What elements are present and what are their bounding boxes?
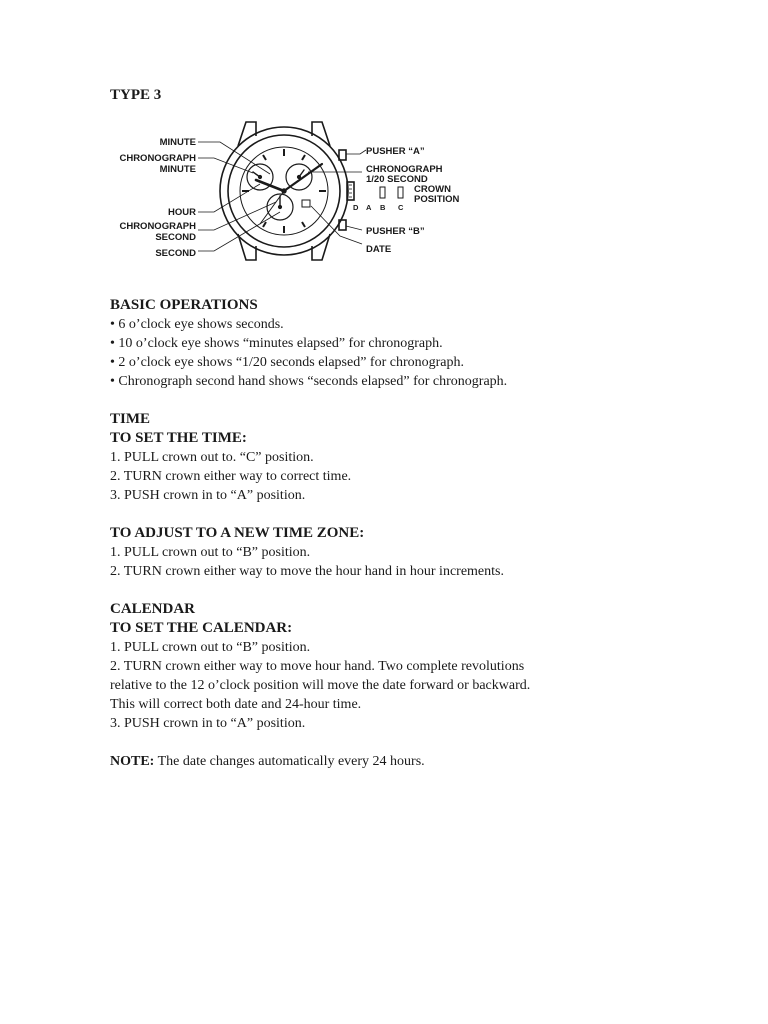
- watch-diagram: [110, 116, 470, 286]
- label-chrono-minute-2: MINUTE: [159, 164, 196, 175]
- basic-item: • 10 o’clock eye shows “minutes elapsed” for chronograph.: [110, 336, 443, 351]
- label-pos-a: A: [366, 203, 372, 212]
- label-crown-2: POSITION: [414, 194, 460, 205]
- label-pos-d: D: [353, 203, 359, 212]
- label-pos-b: B: [380, 203, 386, 212]
- note: [110, 752, 730, 771]
- label-chrono-20-1: CHRONOGRAPH: [366, 164, 443, 175]
- label-second: SECOND: [155, 248, 196, 259]
- basic-heading: BASIC OPERATIONS: [110, 297, 258, 313]
- note-text: The date changes automatically every 24 hours.: [154, 754, 425, 769]
- label-chrono-minute-1: CHRONOGRAPH: [119, 153, 196, 164]
- time-heading: TIME: [110, 411, 151, 427]
- instructions: [110, 296, 730, 771]
- time-step: 2. TURN crown either way to correct time.: [110, 469, 352, 484]
- time-subheading: TO SET THE TIME:: [110, 430, 247, 446]
- label-pusher-a: PUSHER “A”: [366, 146, 425, 157]
- page-title: TYPE 3: [110, 87, 162, 103]
- calendar-step: relative to the 12 o’clock position will move the date forward or backward.: [110, 678, 531, 693]
- calendar-heading: CALENDAR: [110, 601, 196, 617]
- zone-step: 2. TURN crown either way to move the hour hand in hour increments.: [110, 564, 504, 579]
- label-date: DATE: [366, 244, 392, 255]
- time-step: 3. PUSH crown in to “A” position.: [110, 488, 306, 503]
- manual-page: [110, 86, 730, 769]
- basic-item: • 2 o’clock eye shows “1/20 seconds elapsed” for chronograph.: [110, 355, 465, 370]
- calendar-step: 2. TURN crown either way to move hour hand. Two complete revolutions: [110, 659, 525, 674]
- time-step: 1. PULL crown out to. “C” position.: [110, 450, 314, 465]
- label-chrono-20-2: 1/20 SECOND: [366, 174, 428, 185]
- label-chrono-second-2: SECOND: [155, 232, 196, 243]
- calendar-step: 1. PULL crown out to “B” position.: [110, 640, 311, 655]
- zone-step: 1. PULL crown out to “B” position.: [110, 545, 311, 560]
- label-pos-c: C: [398, 203, 404, 212]
- watch-case: [220, 122, 354, 260]
- calendar-subheading: TO SET THE CALENDAR:: [110, 620, 293, 636]
- note-label: NOTE:: [110, 754, 155, 769]
- label-hour: HOUR: [168, 207, 196, 218]
- crown-position-marks: [380, 187, 403, 198]
- zone-heading: TO ADJUST TO A NEW TIME ZONE:: [110, 525, 365, 541]
- label-crown-1: CROWN: [414, 184, 451, 195]
- label-chrono-second-1: CHRONOGRAPH: [119, 221, 196, 232]
- label-pusher-b: PUSHER “B”: [366, 226, 425, 237]
- label-minute: MINUTE: [159, 137, 196, 148]
- calendar-step: This will correct both date and 24-hour time.: [110, 697, 362, 712]
- calendar-step: 3. PUSH crown in to “A” position.: [110, 716, 306, 731]
- basic-item: • Chronograph second hand shows “seconds elapsed” for chronograph.: [110, 374, 508, 389]
- basic-item: • 6 o’clock eye shows seconds.: [110, 317, 284, 332]
